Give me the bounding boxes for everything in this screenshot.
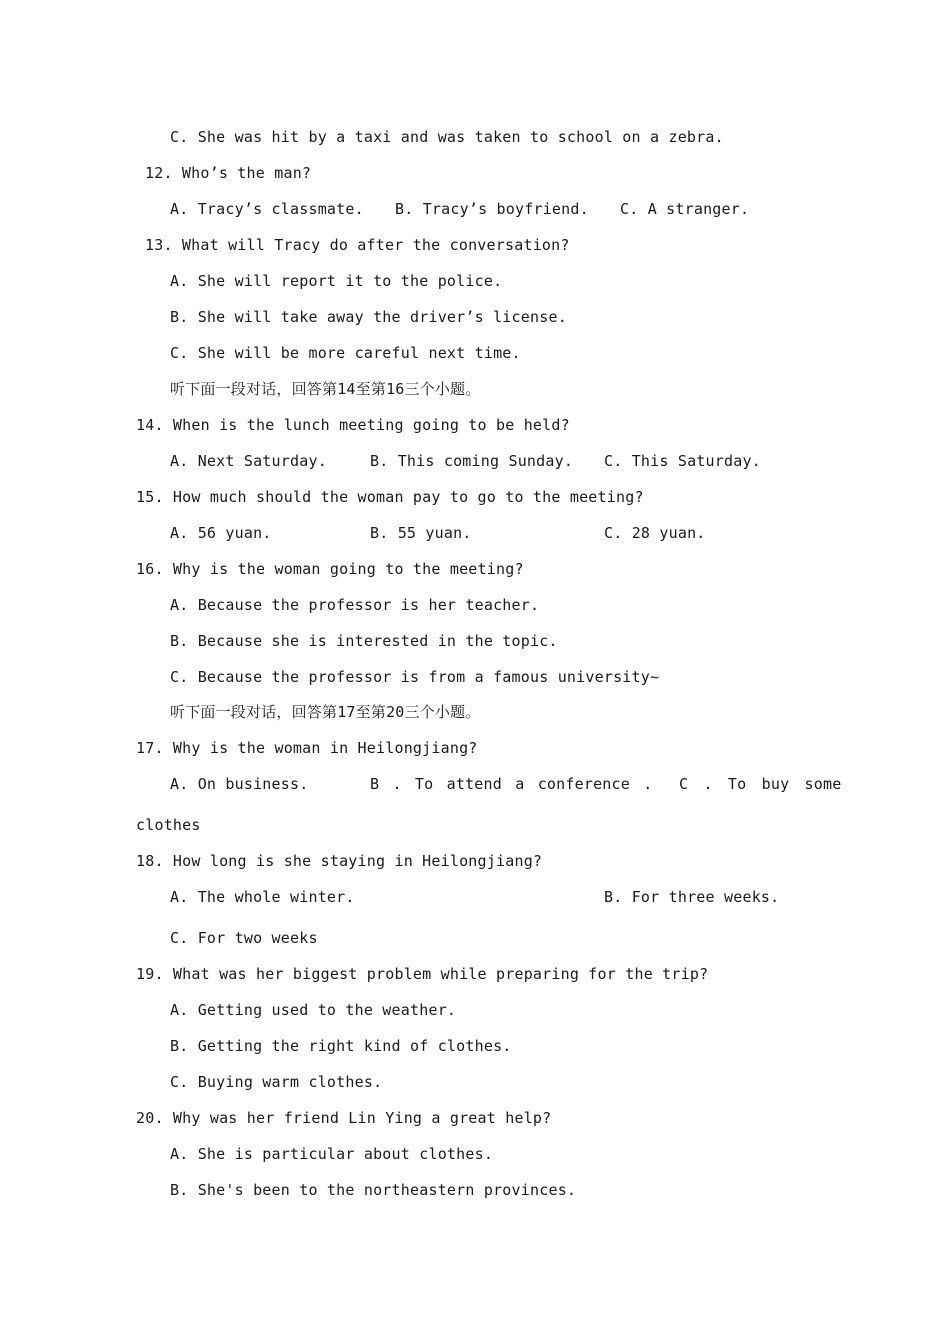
option-14a: A. Next Saturday. [170,452,327,470]
option-16b: B. Because she is interested in the topic. [170,632,558,650]
option-12b: B. Tracy’s boyfriend. [395,200,589,218]
question-13: 13. What will Tracy do after the conversation? [145,236,570,254]
option-12c: C. A stranger. [620,200,750,218]
option-16c: C. Because the professor is from a famous university~ [170,668,660,686]
option-17a: A. On business. [170,775,309,793]
option-19c: C. Buying warm clothes. [170,1073,383,1091]
option-20b: B. She's been to the northeastern provinces. [170,1181,577,1199]
instruction-14-16: 听下面一段对话，回答第14至第16三个小题。 [170,380,481,398]
question-19: 19. What was her biggest problem while preparing for the trip? [136,965,709,983]
option-14c: C. This Saturday. [604,452,761,470]
question-18: 18. How long is she staying in Heilongjiang? [136,852,543,870]
option-16a: A. Because the professor is her teacher. [170,596,540,614]
option-15a: A. 56 yuan. [170,524,272,542]
option-17c-continued: clothes [136,816,201,834]
option-18b: B. For three weeks. [604,888,780,906]
option-20a: A. She is particular about clothes. [170,1145,494,1163]
question-20: 20. Why was her friend Lin Ying a great help? [136,1109,552,1127]
option-18c: C. For two weeks [170,929,318,947]
option-15b: B. 55 yuan. [370,524,472,542]
option-18a: A. The whole winter. [170,888,355,906]
question-16: 16. Why is the woman going to the meeting? [136,560,524,578]
option-12a: A. Tracy’s classmate. [170,200,364,218]
option-19b: B. Getting the right kind of clothes. [170,1037,512,1055]
option-13b: B. She will take away the driver’s license. [170,308,567,326]
option-17c: C . To buy some [679,775,842,793]
question-12: 12. Who’s the man? [145,164,312,182]
option-15c: C. 28 yuan. [604,524,706,542]
option-19a: A. Getting used to the weather. [170,1001,457,1019]
option-11c: C. She was hit by a taxi and was taken to school on a zebra. [170,128,724,146]
option-13c: C. She will be more careful next time. [170,344,521,362]
question-17: 17. Why is the woman in Heilongjiang? [136,739,478,757]
option-13a: A. She will report it to the police. [170,272,503,290]
option-14b: B. This coming Sunday. [370,452,574,470]
question-15: 15. How much should the woman pay to go to the meeting? [136,488,644,506]
option-17b: B . To attend a conference . [370,775,653,793]
instruction-17-20: 听下面一段对话，回答第17至第20三个小题。 [170,703,481,721]
question-14: 14. When is the lunch meeting going to be held? [136,416,570,434]
